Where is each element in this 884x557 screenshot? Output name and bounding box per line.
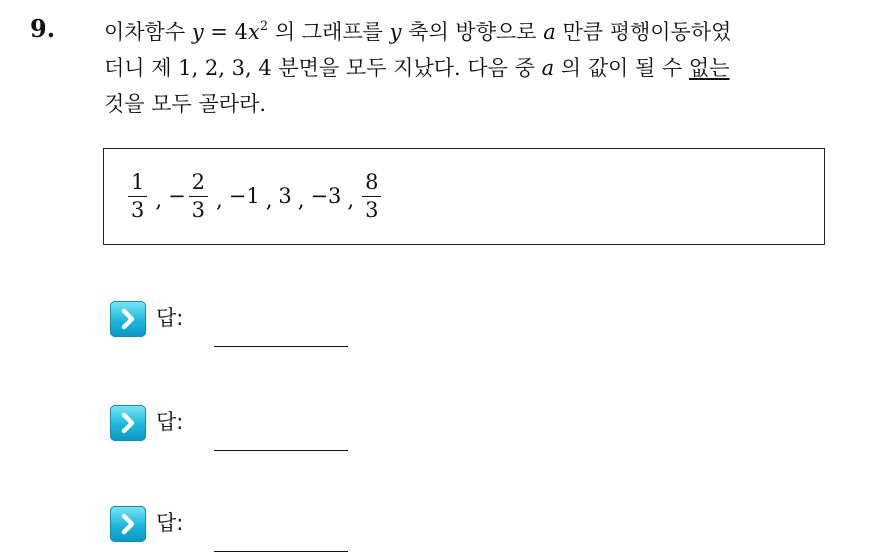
answer-label: 답: xyxy=(156,511,184,535)
choice-negative-sign: − xyxy=(168,184,186,208)
choice-fraction-6 xyxy=(362,169,381,222)
math-variable-y: y xyxy=(389,20,402,44)
fraction-numerator: 8 xyxy=(362,172,381,197)
choice-value-3: −1 xyxy=(228,184,260,208)
fraction-denominator: 3 xyxy=(365,197,379,222)
choice-separator: , xyxy=(216,188,223,212)
choice-fraction-1 xyxy=(128,169,147,222)
answer-label: 답: xyxy=(156,306,184,330)
chevron-right-icon xyxy=(110,506,146,542)
text-segment: 축의 방향으로 xyxy=(401,20,544,44)
choice-fraction-2 xyxy=(189,169,208,222)
question-line-1 xyxy=(104,14,864,50)
text-segment: 의 값이 될 수 xyxy=(554,56,689,80)
question-number: 9. xyxy=(30,14,56,43)
choice-separator: , xyxy=(297,188,305,212)
fraction-numerator: 1 xyxy=(128,172,147,197)
text-segment: 만큼 평행이동하였 xyxy=(555,20,732,44)
answer-blank[interactable] xyxy=(214,551,348,552)
choice-separator: , xyxy=(347,188,355,212)
math-exponent: 2 xyxy=(259,19,269,34)
text-segment: 의 그래프를 xyxy=(268,20,390,44)
math-variable-a: a xyxy=(541,56,555,80)
math-variable-y: y xyxy=(191,20,204,44)
math-equals-4: = 4 xyxy=(203,20,249,44)
choice-value-5: −3 xyxy=(310,184,342,208)
choice-value-4: 3 xyxy=(278,184,292,208)
choices-box xyxy=(103,148,825,245)
chevron-right-icon xyxy=(110,405,146,441)
text-segment: 더니 제 1, 2, 3, 4 분면을 모두 지났다. 다음 중 xyxy=(104,56,542,80)
choices-list xyxy=(126,163,383,229)
answer-label: 답: xyxy=(156,410,184,434)
chevron-right-icon xyxy=(110,301,146,337)
question-text xyxy=(104,14,864,122)
choice-separator: , xyxy=(265,188,273,212)
fraction-denominator: 3 xyxy=(191,197,206,222)
question-line-2 xyxy=(104,50,864,86)
choice-separator: , xyxy=(155,188,163,212)
text-segment: 이차함수 xyxy=(104,20,192,44)
underlined-emphasis: 없는 xyxy=(688,56,730,80)
fraction-numerator: 2 xyxy=(189,172,208,197)
math-variable-a: a xyxy=(543,20,556,44)
answer-blank[interactable] xyxy=(214,450,348,451)
fraction-denominator: 3 xyxy=(131,197,145,222)
question-line-3: 것을 모두 골라라. xyxy=(104,92,267,116)
math-variable-x: x xyxy=(248,20,260,44)
answer-blank[interactable] xyxy=(214,346,348,347)
